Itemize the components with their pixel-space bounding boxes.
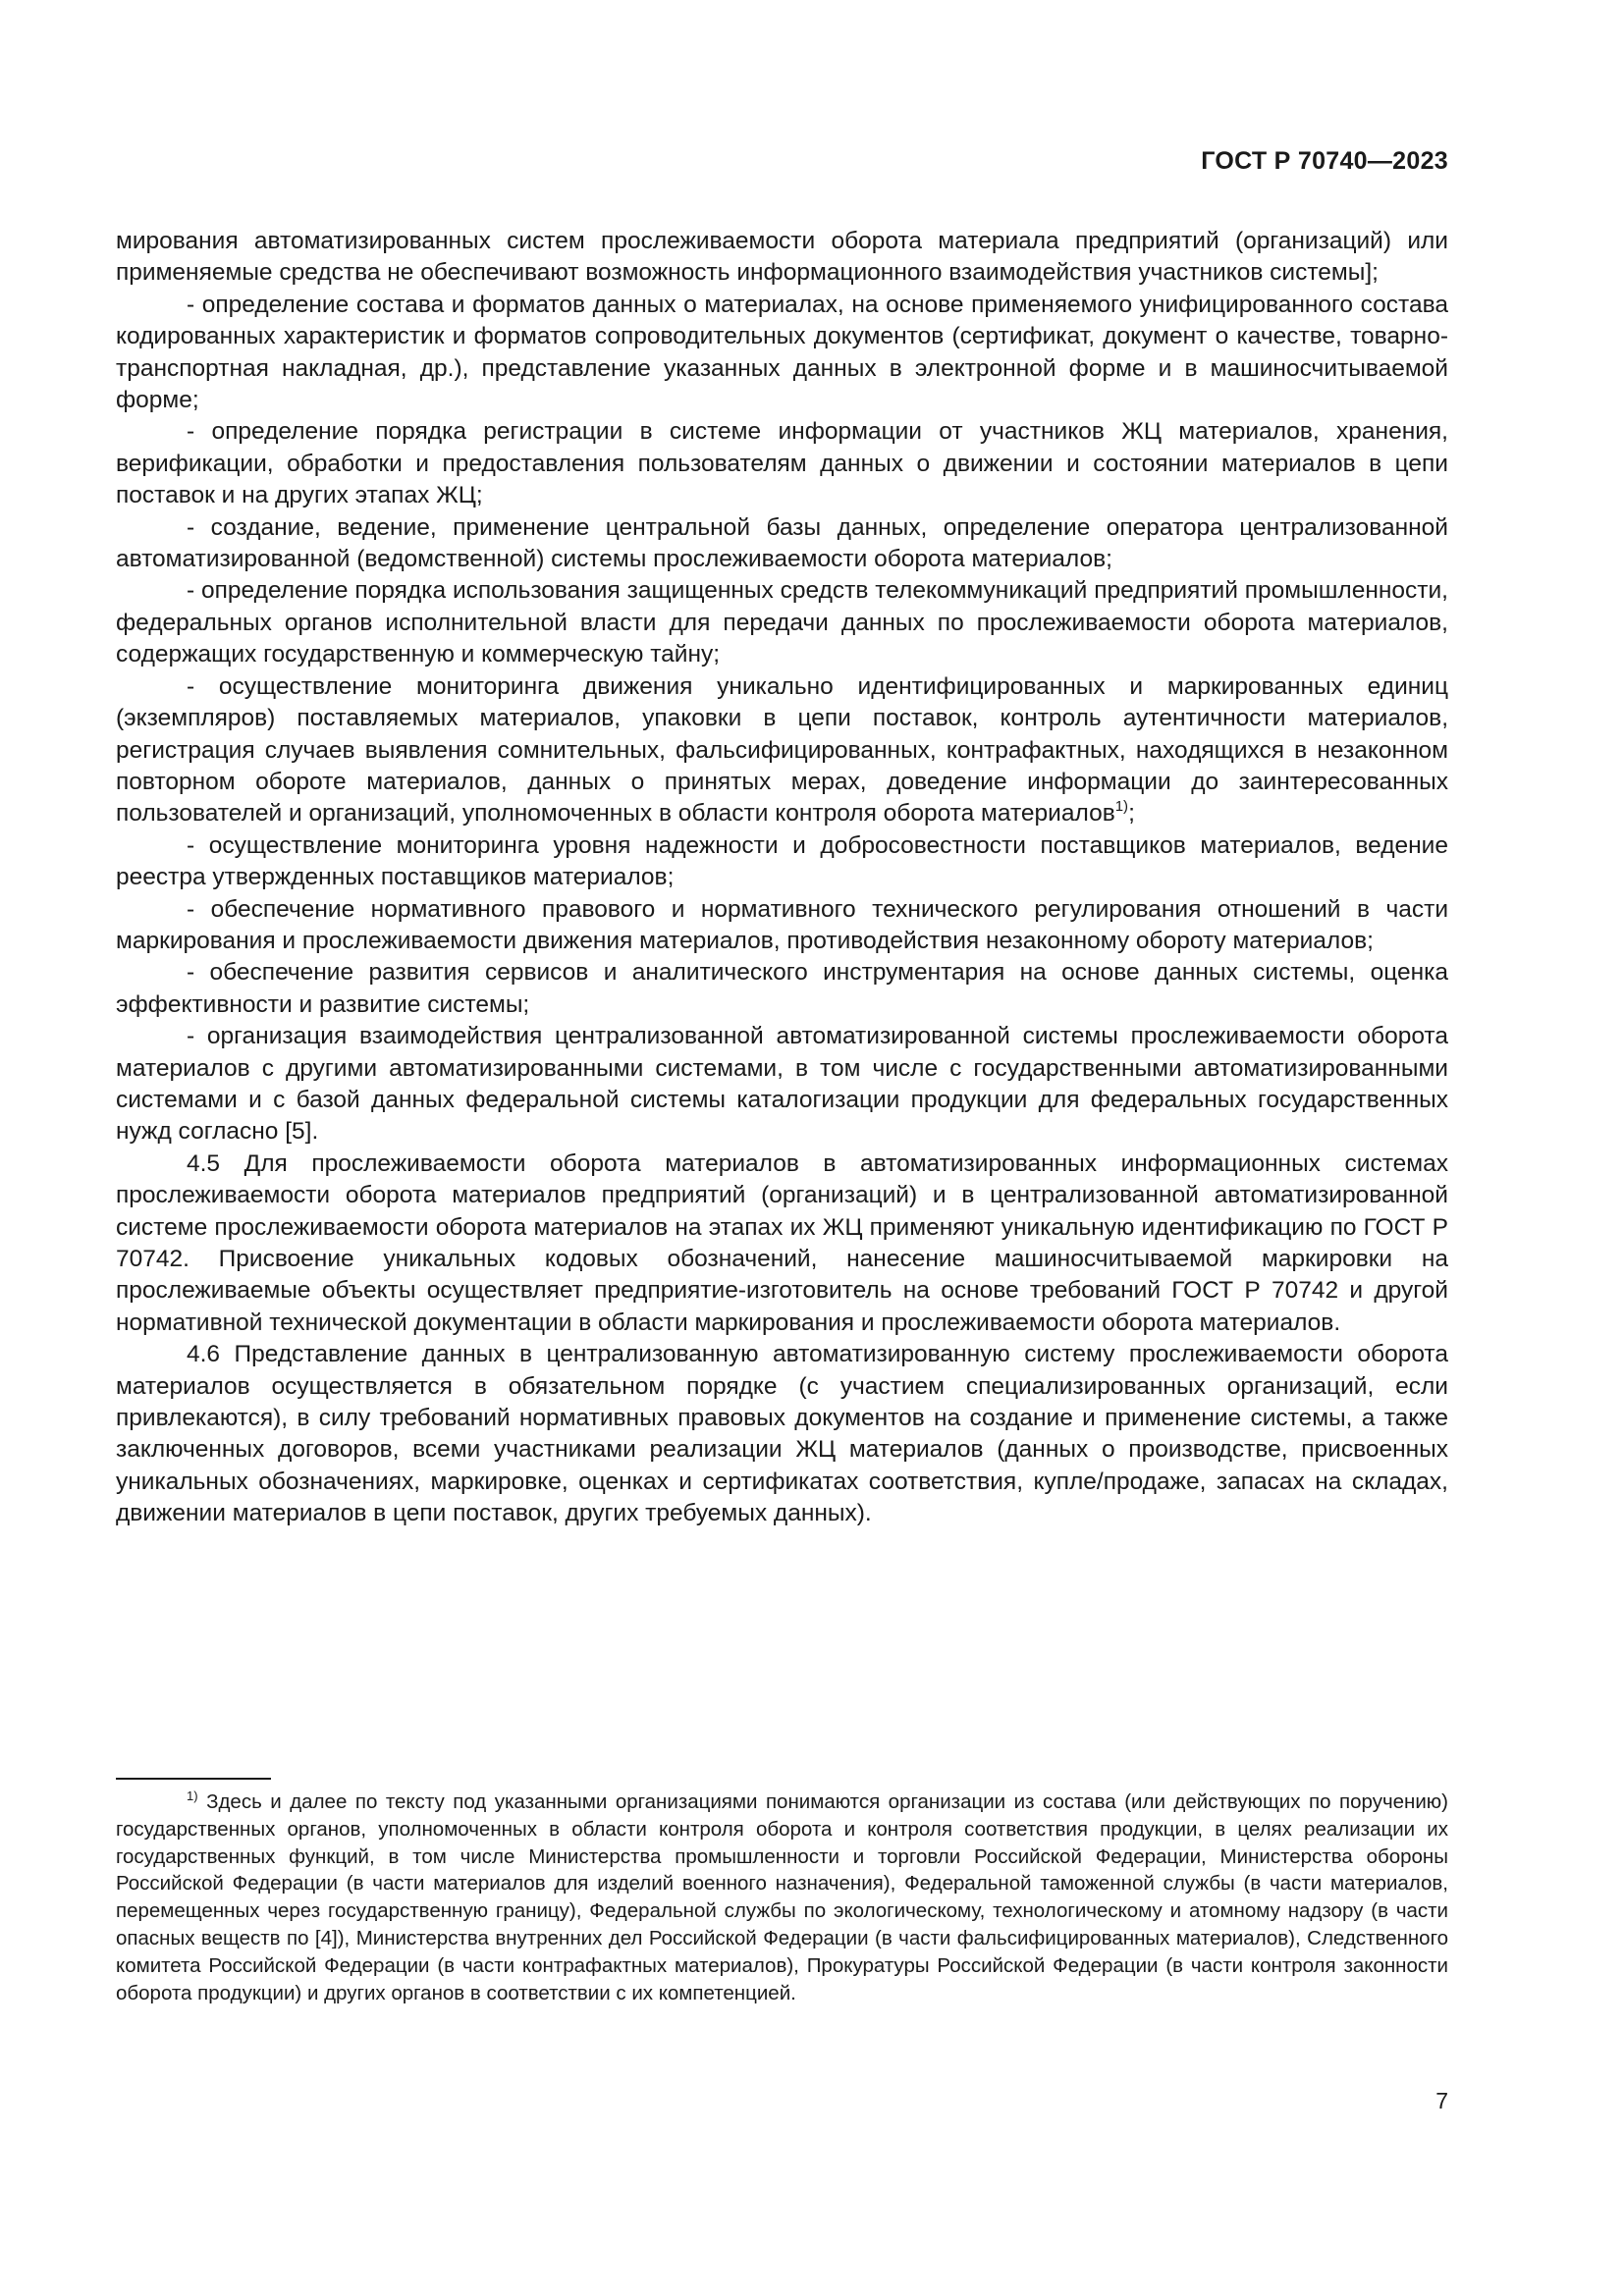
list-item: - определение порядка использования защищенных средств телекоммуникаций предприятий промышленности, федеральных органов исполнительной власти для передачи данных по прослеживаемости оборота материалов, содержащих государственную и коммерческую тайну; — [116, 577, 1448, 668]
page-number: 7 — [1435, 2088, 1448, 2113]
list-item: - осуществление мониторинга уровня надежности и добросовестности поставщиков материалов, ведение реестра утвержденных поставщиков материалов; — [116, 831, 1448, 891]
list-item-with-footnote — [116, 671, 1448, 830]
list-item: - организация взаимодействия централизованной автоматизированной системы прослеживаемости оборота материалов с другими автоматизированными системами, в том числе с государственными автоматизированными системами и с базой данных федеральной системы каталогизации продукции для федеральных государственных нужд согласно [5]. — [116, 1023, 1448, 1146]
footnote-text: Здесь и далее по тексту под указанными организациями понимаются организации из состава (или действующих по поручению) государственных органов, уполномоченных в области контроля оборота и контроля соответствия продукции, в целях реализации их государственных функций, в том числе Министерства промышленности и торговли Российской Федерации, Министерства обороны Российской Федерации (в части материалов для изделий военного назначения), Федеральной таможенной службы (в части материалов, перемещенных через государственную границу), Федеральной службы по экологическому, технологическому и атомному надзору (в части опасных веществ по [4]), Министерства внутренних дел Российской Федерации (в части фальсифицированных материалов), Следственного комитета Российской Федерации (в части контрафактных материалов), Прокуратуры Российской Федерации (в части контроля законности оборота продукции) и других органов в соответствии с их компетенцией. — [116, 1790, 1448, 2004]
footnote-paragraph — [116, 1789, 1448, 2006]
list-item: - создание, ведение, применение центральной базы данных, определение оператора централизованной автоматизированной (ведомственной) системы прослеживаемости оборота материалов; — [116, 513, 1448, 573]
list-item: - определение порядка регистрации в системе информации от участников ЖЦ материалов, хранения, верификации, обработки и предоставления пользователям данных о движении и состоянии материалов в цепи поставок и на других этапах ЖЦ; — [116, 418, 1448, 509]
section-4-6: 4.6 Представление данных в централизованную автоматизированную систему прослеживаемости оборота материалов осуществляется в обязательном порядке (с участием специализированных организаций, если привлекаются), в силу требований нормативных правовых документов на создание и применение системы, а также заключенных договоров, всеми участниками реализации ЖЦ материалов (данных о производстве, присвоенных уникальных обозначениях, маркировке, оценках и сертификатах соответствия, купле/продаже, запасах на складах, движении материалов в цепи поставок, других требуемых данных). — [116, 1341, 1448, 1527]
list-item-tail: ; — [1128, 800, 1135, 828]
document-header-id: ГОСТ Р 70740—2023 — [1201, 147, 1448, 175]
footnote — [116, 1789, 1448, 2006]
list-item: - обеспечение развития сервисов и аналитического инструментария на основе данных системы, оценка эффективности и развитие системы; — [116, 959, 1448, 1018]
footnote-reference[interactable]: 1) — [1114, 798, 1129, 816]
footnote-marker: 1) — [187, 1789, 198, 1803]
footnote-separator — [116, 1778, 271, 1780]
section-4-5: 4.5 Для прослеживаемости оборота материалов в автоматизированных информационных системах прослеживаемости оборота материалов предприятий (организаций) и в централизованной автоматизированной системе прослеживаемости оборота материалов на этапах их ЖЦ применяют уникальную идентификацию по ГОСТ Р 70742. Присвоение уникальных кодовых обозначений, нанесение машиносчитываемой маркировки на прослеживаемые объекты осуществляет предприятие-изготовитель на основе требований ГОСТ Р 70742 и другой нормативной технической документации в области маркирования и прослеживаемости оборота материалов. — [116, 1149, 1448, 1336]
list-item: - обеспечение нормативного правового и нормативного технического регулирования отношений в части маркирования и прослеживаемости движения материалов, противодействия незаконному обороту материалов; — [116, 895, 1448, 954]
list-item: - определение состава и форматов данных о материалах, на основе применяемого унифицированного состава кодированных характеристик и форматов сопроводительных документов (сертификат, документ о качестве, товарно-транспортная накладная, др.), представление указанных данных в электронной форме и в машиносчитываемой форме; — [116, 291, 1448, 414]
paragraph-continuation: мирования автоматизированных систем прослеживаемости оборота материала предприятий (организаций) или применяемые средства не обеспечивают возможность информационного взаимодействия участников системы]; — [116, 228, 1448, 287]
list-item-text: - осуществление мониторинга движения уникально идентифицированных и маркированных единиц (экземпляров) поставляемых материалов, упаковки в цепи поставок, контроль аутентичности материалов, регистрация случаев выявления сомнительных, фальсифицированных, контрафактных, находящихся в незаконном повторном обороте материалов, данных о принятых мерах, доведение информации до заинтересованных пользователей и организаций, уполномоченных в области контроля оборота материалов — [116, 672, 1448, 828]
main-body-text — [116, 226, 1448, 1530]
